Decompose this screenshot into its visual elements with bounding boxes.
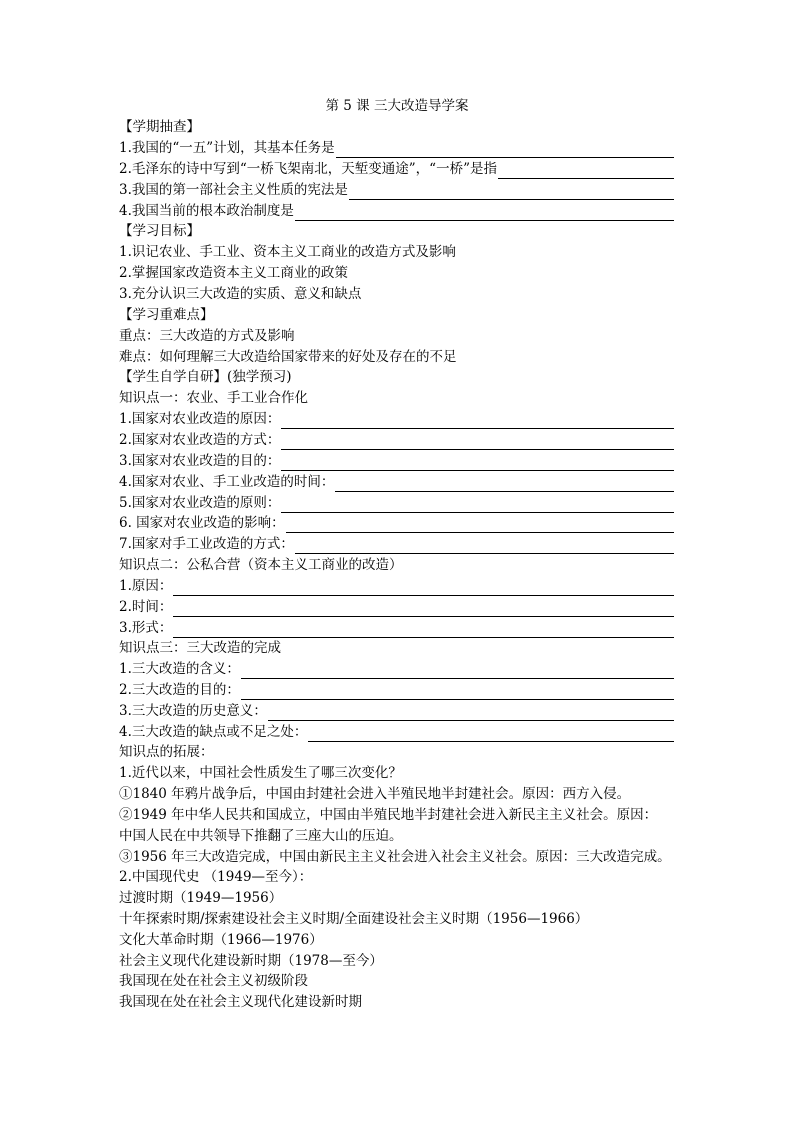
kp2-item-3 [119, 618, 674, 638]
answer-blank[interactable] [349, 184, 674, 200]
extension-line: 过渡时期（1949—1956） [119, 890, 283, 906]
extension-line: ①1840 年鸦片战争后，中国由封建社会进入半殖民地半封建社会。原因：西方入侵。 [119, 786, 631, 802]
kp1-item-6 [119, 513, 674, 533]
extension-line: 十年探索时期/探索建设社会主义时期/全面建设社会主义时期（1956—1966） [119, 911, 589, 927]
kp3-label: 4.三大改造的缺点或不足之处： [119, 724, 308, 740]
kp2-item-1 [119, 576, 674, 596]
section-term-check: 【学期抽查】 [119, 119, 200, 135]
difficult-point-item: 难点：如何理解三大改造给国家带来的好处及存在的不足 [119, 349, 457, 365]
term-check-item-4 [119, 201, 674, 221]
kp2-label: 2.时间： [119, 599, 173, 615]
kp3-label: 3.三大改造的历史意义： [119, 703, 267, 719]
kp1-item-1 [119, 409, 674, 429]
kp1-label: 7.国家对手工业改造的方式： [119, 536, 294, 552]
answer-blank[interactable] [336, 142, 674, 158]
kp1-item-3 [119, 451, 674, 471]
kp2-label: 1.原因： [119, 578, 173, 594]
extension-line: 1.近代以来，中国社会性质发生了哪三次变化？ [119, 765, 402, 781]
extension-line: 我国现在处在社会主义现代化建设新时期 [119, 994, 362, 1010]
kp1-item-5 [119, 493, 674, 513]
term-check-label: 3.我国的第一部社会主义性质的宪法是 [119, 182, 348, 198]
goal-item-1: 1.识记农业、手工业、资本主义工商业的改造方式及影响 [119, 244, 456, 260]
kp1-label: 2.国家对农业改造的方式： [119, 432, 281, 448]
answer-blank[interactable] [308, 726, 674, 742]
answer-blank[interactable] [241, 684, 674, 700]
goal-item-3: 3.充分认识三大改造的实质、意义和缺点 [119, 286, 362, 302]
extension-line: 文化大革命时期（1966—1976） [119, 932, 323, 948]
answer-blank[interactable] [281, 455, 674, 471]
key-point-item: 重点：三大改造的方式及影响 [119, 328, 295, 344]
term-check-item-1 [119, 138, 674, 158]
goal-item-2: 2.掌握国家改造资本主义工商业的政策 [119, 265, 348, 281]
kp3-label: 2.三大改造的目的： [119, 682, 240, 698]
page-title: 第 5 课 三大改造导学案 [325, 98, 469, 114]
kp1-label: 5.国家对农业改造的原则： [119, 495, 281, 511]
kp2-item-2 [119, 597, 674, 617]
kp1-item-2 [119, 430, 674, 450]
kp2-label: 3.形式： [119, 620, 173, 636]
term-check-item-2 [119, 159, 674, 179]
kp3-item-3 [119, 701, 674, 721]
kp3-label: 1.三大改造的含义： [119, 661, 240, 677]
extension-heading: 知识点的拓展： [119, 744, 214, 760]
kp1-item-7 [119, 534, 674, 554]
answer-blank[interactable] [173, 580, 674, 596]
term-check-label: 1.我国的“一五”计划，其基本任务是 [119, 140, 335, 156]
kp1-label: 6. 国家对农业改造的影响： [119, 515, 285, 531]
section-goals: 【学习目标】 [119, 223, 200, 239]
kp1-item-4 [119, 472, 674, 492]
answer-blank[interactable] [498, 163, 674, 179]
kp3-heading: 知识点三：三大改造的完成 [119, 640, 281, 656]
answer-blank[interactable] [173, 622, 674, 638]
kp1-heading: 知识点一：农业、手工业合作化 [119, 390, 308, 406]
answer-blank[interactable] [281, 497, 674, 513]
term-check-label: 4.我国当前的根本政治制度是 [119, 203, 294, 219]
answer-blank[interactable] [281, 413, 674, 429]
kp3-item-1 [119, 659, 674, 679]
extension-line: ③1956 年三大改造完成，中国由新民主主义社会进入社会主义社会。原因：三大改造完成。 [119, 849, 671, 865]
answer-blank[interactable] [295, 538, 674, 554]
kp1-label: 1.国家对农业改造的原因： [119, 411, 281, 427]
kp3-item-4 [119, 722, 674, 742]
answer-blank[interactable] [241, 663, 674, 679]
kp1-label: 4.国家对农业、手工业改造的时间： [119, 474, 335, 490]
answer-blank[interactable] [268, 705, 674, 721]
extension-line: 中国人民在中共领导下推翻了三座大山的压迫。 [119, 828, 403, 844]
answer-blank[interactable] [335, 476, 674, 492]
answer-blank[interactable] [281, 434, 674, 450]
extension-line: 社会主义现代化建设新时期（1978—至今） [119, 953, 383, 969]
term-check-item-3 [119, 180, 674, 200]
extension-line: ②1949 年中华人民共和国成立，中国由半殖民地半封建社会进入新民主主义社会。原因： [119, 807, 658, 823]
kp2-heading: 知识点二：公私合营（资本主义工商业的改造） [119, 557, 403, 573]
answer-blank[interactable] [173, 601, 674, 617]
extension-line: 2.中国现代史 （1949—至今）： [119, 869, 313, 885]
section-key-points: 【学习重难点】 [119, 307, 214, 323]
kp1-label: 3.国家对农业改造的目的： [119, 453, 281, 469]
term-check-label: 2.毛泽东的诗中写到“一桥飞架南北，天堑变通途”，“一桥”是指 [119, 161, 497, 177]
kp3-item-2 [119, 680, 674, 700]
answer-blank[interactable] [295, 205, 674, 221]
extension-line: 我国现在处在社会主义初级阶段 [119, 973, 308, 989]
section-self-study: 【学生自学自研】(独学预习) [119, 369, 292, 385]
answer-blank[interactable] [286, 517, 674, 533]
